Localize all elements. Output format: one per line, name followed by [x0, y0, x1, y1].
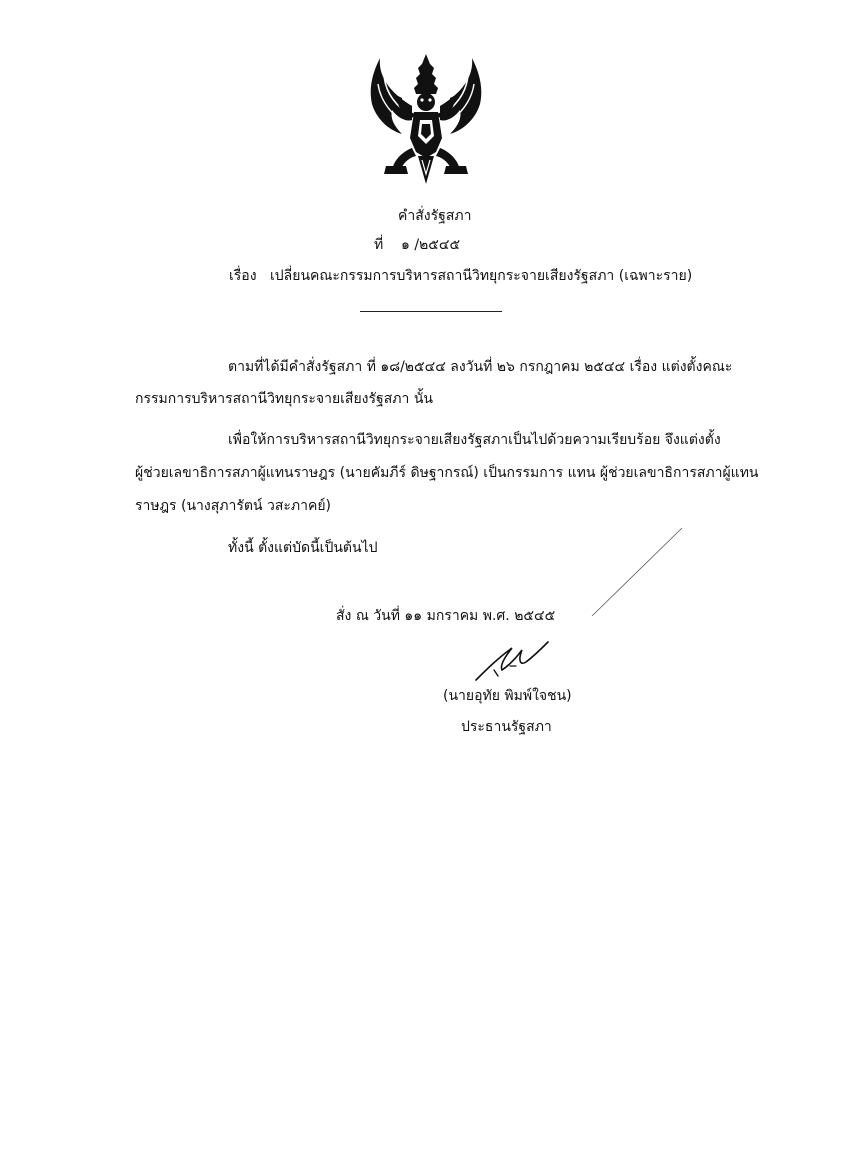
paragraph-1-line-2: กรรมการบริหารสถานีวิทยุกระจายเสียงรัฐสภา นั้น	[135, 391, 433, 407]
order-number-value: ๑ /๒๕๔๕	[401, 237, 461, 253]
stray-pen-line	[586, 524, 686, 624]
signer-title: ประธานรัฐสภา	[461, 719, 552, 735]
handwritten-signature	[464, 636, 556, 686]
order-date-line: สั่ง ณ วันที่ ๑๑ มกราคม พ.ศ. ๒๕๔๕	[336, 608, 556, 624]
order-title: คำสั่งรัฐสภา	[398, 208, 472, 224]
paragraph-1-line-1: ตามที่ได้มีคำสั่งรัฐสภา ที่ ๑๘/๒๕๔๔ ลงวันที่ ๒๖ กรกฎาคม ๒๕๔๔ เรื่อง แต่งตั้งคณะ	[228, 359, 733, 375]
subject-text: เปลี่ยนคณะกรรมการบริหารสถานีวิทยุกระจายเสียงรัฐสภา (เฉพาะราย)	[270, 268, 693, 284]
header-divider	[360, 311, 502, 312]
order-number-label: ที่	[374, 237, 384, 253]
paragraph-3: ทั้งนี้ ตั้งแต่บัดนี้เป็นต้นไป	[228, 540, 378, 556]
garuda-emblem-icon	[362, 48, 490, 188]
paragraph-2-line-2: ผู้ช่วยเลขาธิการสภาผู้แทนราษฎร (นายคัมภีร์ ดิษฐากรณ์) เป็นกรรมการ แทน ผู้ช่วยเลขาธิการสภาผู้แทน	[135, 465, 759, 481]
paragraph-2-line-3: ราษฎร (นางสุภารัตน์ วสะภาคย์)	[135, 498, 332, 514]
subject-label: เรื่อง	[229, 268, 257, 284]
paragraph-2-line-1: เพื่อให้การบริหารสถานีวิทยุกระจายเสียงรัฐสภาเป็นไปด้วยความเรียบร้อย จึงแต่งตั้ง	[228, 432, 721, 448]
signer-name: (นายอุทัย พิมพ์ใจชน)	[443, 688, 572, 704]
